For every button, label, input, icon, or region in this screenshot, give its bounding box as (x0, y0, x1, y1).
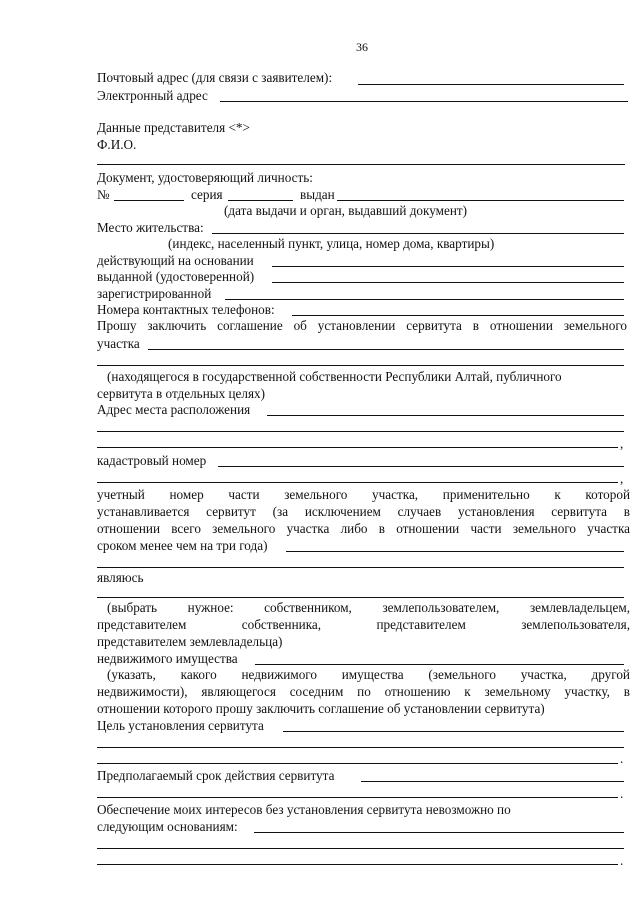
series-label: серия (191, 187, 223, 202)
issued-certified-line[interactable] (272, 282, 624, 283)
location-line-3[interactable] (97, 447, 618, 448)
residence-label: Место жительства: (97, 220, 204, 235)
request-line-1: Прошу заключить соглашение об установлении сервитута в отношении земельного (97, 318, 627, 333)
grounds-line-2: следующим основаниям: (97, 819, 238, 834)
location-label: Адрес места расположения (97, 402, 251, 417)
parcel-line-2[interactable] (97, 365, 624, 366)
email-label: Электронный адрес (97, 88, 208, 103)
purpose-line-2[interactable] (97, 747, 624, 748)
phones-label: Номера контактных телефонов: (97, 302, 275, 317)
grounds-line-a[interactable] (254, 832, 624, 833)
specify-line-2: недвижимости), являющегося соседним по отношению к земельному участку, в (97, 684, 630, 699)
state-property-line-1: (находящегося в государственной собственности Республики Алтай, публичного (107, 369, 562, 384)
page-number: 36 (356, 40, 368, 54)
registered-line[interactable] (225, 299, 624, 300)
accounting-line-extra[interactable] (97, 567, 624, 568)
acting-basis-label: действующий на основании (97, 253, 254, 268)
location-line-2[interactable] (97, 431, 624, 432)
cadastral-line-2[interactable] (97, 482, 618, 483)
choose-line-2: представителем собственника, представителем землепользователя, (97, 617, 630, 632)
postal-address-label: Почтовый адрес (для связи с заявителем): (97, 70, 333, 85)
specify-line-3: отношении которого прошу заключить соглашение об установлении сервитута) (97, 701, 545, 716)
phones-line[interactable] (292, 315, 624, 316)
fio-label: Ф.И.О. (97, 137, 137, 152)
grounds-line-c[interactable] (97, 864, 618, 865)
state-property-line-2: сервитута в отдельных целях) (97, 386, 266, 401)
issued-hint: (дата выдачи и орган, выдавший документ) (224, 203, 468, 218)
grounds-line-b[interactable] (97, 848, 624, 849)
cadastral-label: кадастровый номер (97, 453, 207, 468)
number-line[interactable] (114, 200, 184, 201)
realty-label: недвижимого имущества (97, 651, 238, 666)
representative-heading: Данные представителя <*> (97, 120, 250, 135)
choose-line-1: (выбрать нужное: собственником, землепользователем, землевладельцем, (107, 600, 630, 615)
location-comma: , (620, 436, 624, 451)
series-line[interactable] (228, 200, 293, 201)
residence-hint: (индекс, населенный пункт, улица, номер дома, квартиры) (168, 236, 495, 251)
period-line-1[interactable] (361, 781, 624, 782)
cadastral-comma: , (620, 471, 624, 486)
purpose-line-3[interactable] (97, 763, 618, 764)
period-dot: . (620, 786, 624, 801)
being-line[interactable] (97, 597, 624, 598)
period-line-2[interactable] (97, 797, 618, 798)
accounting-line-4: сроком менее чем на три года) (97, 538, 268, 553)
choose-line-3: представителем землевладельца) (97, 634, 283, 649)
registered-label: зарегистрированной (97, 286, 212, 301)
realty-line[interactable] (255, 664, 624, 665)
purpose-label: Цель установления сервитута (97, 718, 264, 733)
accounting-line[interactable] (286, 551, 624, 552)
grounds-dot: . (620, 853, 624, 868)
fio-line[interactable] (97, 164, 625, 165)
location-line-1[interactable] (267, 415, 624, 416)
number-label: № (97, 187, 110, 202)
accounting-line-3: отношении всего земельного участка либо в отношении части земельного участка (97, 521, 630, 536)
grounds-line-1: Обеспечение моих интересов без установления сервитута невозможно по (97, 802, 511, 817)
purpose-line-1[interactable] (283, 731, 624, 732)
accounting-line-2: устанавливается сервитут (за исключением случаев установления сервитута в (97, 504, 630, 519)
purpose-dot: . (620, 751, 624, 766)
id-document-label: Документ, удостоверяющий личность: (97, 170, 313, 185)
email-line[interactable] (220, 101, 628, 102)
residence-line[interactable] (212, 233, 624, 234)
period-label: Предполагаемый срок действия сервитута (97, 768, 335, 783)
issued-certified-label: выданной (удостоверенной) (97, 269, 255, 284)
specify-line-1: (указать, какого недвижимого имущества (земельного участка, другой (107, 667, 630, 682)
issued-line[interactable] (337, 200, 624, 201)
acting-basis-line[interactable] (272, 266, 624, 267)
cadastral-line-1[interactable] (218, 466, 624, 467)
issued-label: выдан (300, 187, 335, 202)
accounting-line-1: учетный номер части земельного участка, применительно к которой (97, 487, 630, 502)
parcel-line[interactable] (148, 349, 624, 350)
request-line-2: участка (97, 336, 140, 351)
postal-address-line[interactable] (358, 84, 624, 85)
being-label: являюсь (97, 570, 144, 585)
